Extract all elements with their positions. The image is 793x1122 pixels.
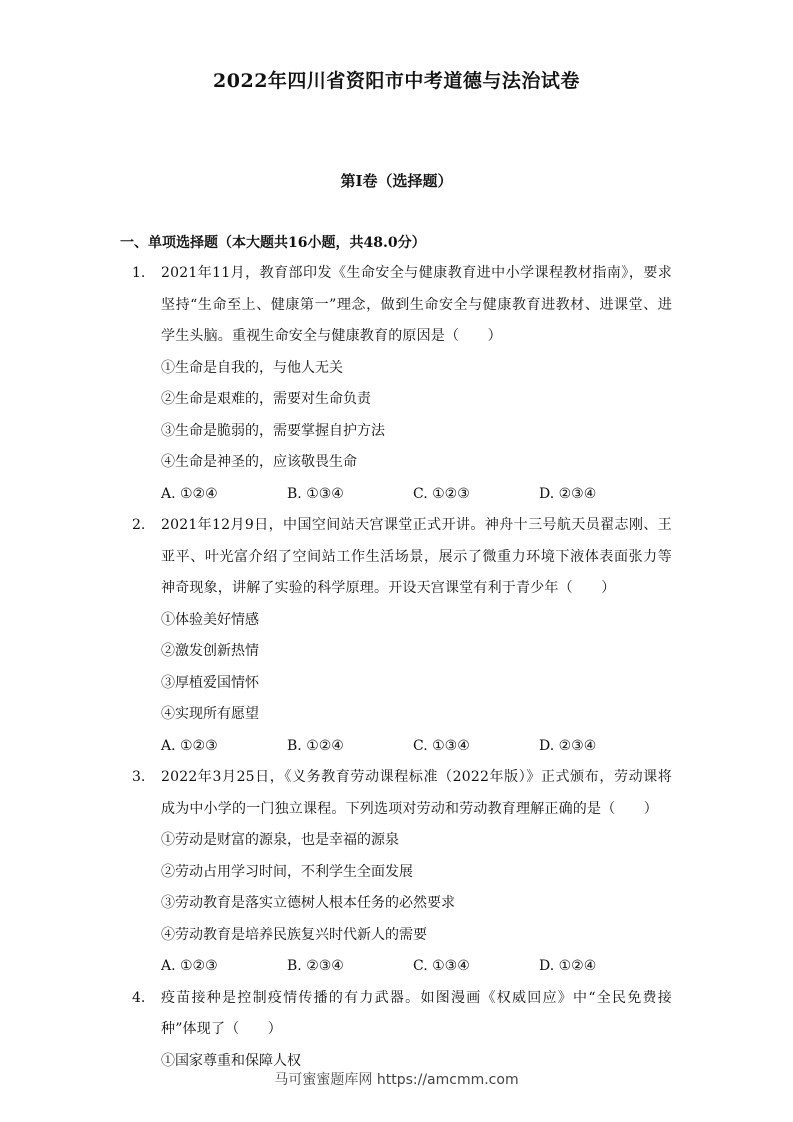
statement: ②生命是艰难的，需要对生命负责 <box>161 391 371 407</box>
document-title: 2022年四川省资阳市中考道德与法治试卷 <box>213 70 580 92</box>
question-number: 1. <box>132 265 146 281</box>
question-stem: 2021年11月，教育部印发《生命安全与健康教育进中小学课程教材指南》，要求坚持“生命至上、健康第一”理念，做到生命安全与健康教育进教材、进课堂、进学生头脑。重视生命安全与健康教育的原因是（ ） <box>161 265 672 344</box>
question-stem: 2021年12月9日，中国空间站天宫课堂正式开讲。神舟十三号航天员翟志刚、王亚平、叶光富介绍了空间站工作生活场景，展示了微重力环境下液体表面张力等神奇现象，讲解了实验的科学原理。开设天宫课堂有利于青少年（ ） <box>161 517 672 596</box>
option-c[interactable]: C. ①③④ <box>413 958 470 974</box>
statement: ①生命是自我的，与他人无关 <box>161 359 343 376</box>
answer-options <box>161 479 672 511</box>
statement: ④实现所有愿望 <box>161 706 259 722</box>
option-b[interactable]: B. ①②④ <box>287 737 344 754</box>
footer-watermark[interactable]: 马可蜜蜜题库网 https://amcmm.com <box>274 1072 519 1088</box>
question-stem: 疫苗接种是控制疫情传播的有力武器。如图漫画《权威回应》中“全民免费接种”体现了（ ） <box>161 989 672 1037</box>
question-number: 4. <box>132 989 146 1006</box>
volume-title: 第I卷（选择题） <box>340 172 453 190</box>
question-stem: 2022年3月25日，《义务教育劳动课程标准（2022年版）》正式颁布，劳动课将成为中小学的一门独立课程。下列选项对劳动和劳动教育理解正确的是（ ） <box>161 769 672 817</box>
statement: ③劳动教育是落实立德树人根本任务的必然要求 <box>161 895 455 911</box>
statement: ③厚植爱国情怀 <box>161 674 259 691</box>
question-1 <box>132 258 672 510</box>
option-b[interactable]: B. ①③④ <box>287 485 344 502</box>
option-b[interactable]: B. ②③④ <box>287 958 344 974</box>
option-c[interactable]: C. ①③④ <box>413 737 470 754</box>
question-number: 2. <box>132 517 146 533</box>
option-a[interactable]: A. ①②③ <box>161 958 218 974</box>
question-2 <box>132 510 672 762</box>
statement: ②激发创新热情 <box>161 643 259 659</box>
statement: ①体验美好情感 <box>161 611 259 628</box>
statement: ②劳动占用学习时间，不利学生全面发展 <box>161 863 413 880</box>
statement: ④生命是神圣的，应该敬畏生命 <box>161 454 357 470</box>
statement: ①国家尊重和保障人权 <box>161 1052 301 1069</box>
option-d[interactable]: D. ②③④ <box>539 737 597 754</box>
section-heading: 一、单项选择题（本大题共16小题，共48.0分） <box>120 235 426 251</box>
question-4 <box>132 983 672 1078</box>
answer-options <box>161 731 672 763</box>
question-3 <box>132 762 672 983</box>
statement: ③生命是脆弱的，需要掌握自护方法 <box>161 422 385 439</box>
option-c[interactable]: C. ①②③ <box>413 485 470 502</box>
option-d[interactable]: D. ②③④ <box>539 485 597 502</box>
statement: ④劳动教育是培养民族复兴时代新人的需要 <box>161 926 427 943</box>
question-number: 3. <box>132 769 146 785</box>
option-a[interactable]: A. ①②③ <box>161 737 218 754</box>
statement: ①劳动是财富的源泉，也是幸福的源泉 <box>161 832 399 848</box>
question-list <box>132 258 672 1077</box>
answer-options <box>161 951 672 983</box>
option-a[interactable]: A. ①②④ <box>161 485 218 502</box>
option-d[interactable]: D. ①②④ <box>539 958 597 974</box>
